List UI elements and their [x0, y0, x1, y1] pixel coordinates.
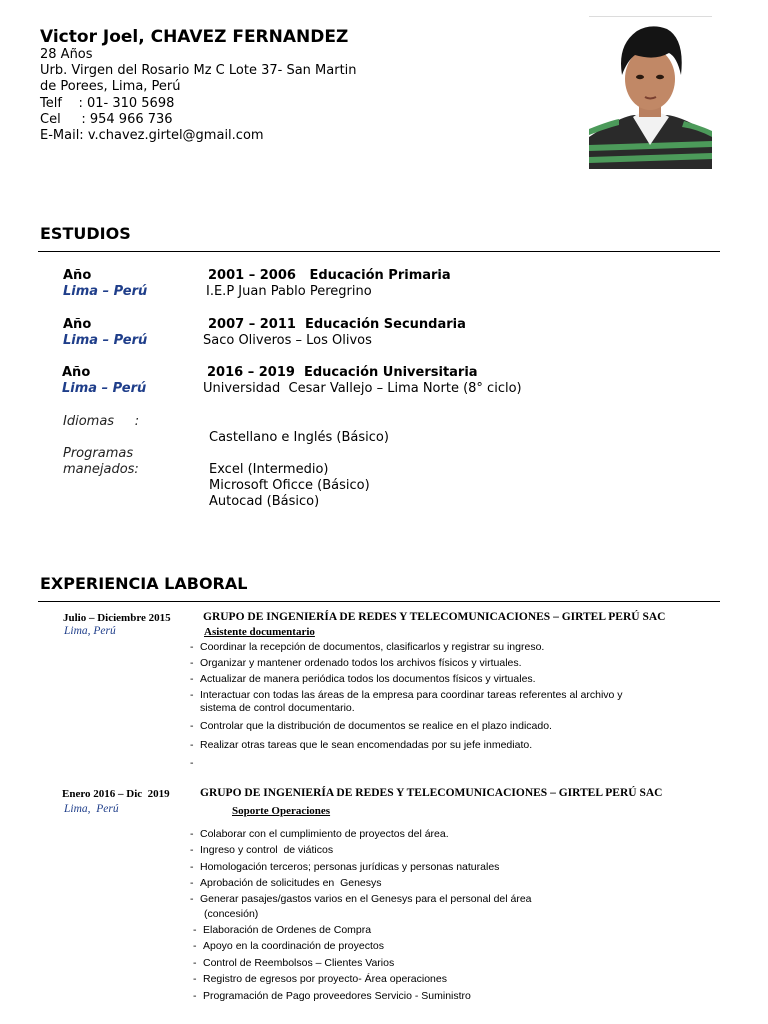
study-heading: [208, 317, 466, 332]
languages-label: Idiomas :: [63, 414, 140, 429]
studies-divider: [38, 251, 720, 252]
study-heading: [207, 365, 478, 380]
list-item: - Generar pasajes/gastos varios en el Genesys para el personal del área: [190, 893, 532, 905]
list-item: - Registro de egresos por proyecto- Área operaciones: [193, 973, 447, 985]
study-label: Año: [62, 365, 91, 380]
list-item: - Realizar otras tareas que le sean encomendadas por su jefe inmediato.: [190, 739, 533, 751]
programs-label-2: manejados:: [63, 462, 139, 477]
study-location: Lima – Perú: [63, 333, 148, 348]
list-item: - Controlar que la distribución de documentos se realice en el plazo indicado.: [190, 720, 552, 732]
person-photo-icon: [589, 16, 712, 169]
list-item: - Elaboración de Ordenes de Compra: [193, 924, 372, 936]
list-item: - Colaborar con el cumplimiento de proyectos del área.: [190, 828, 449, 840]
phone-text: Telf : 01- 310 5698: [40, 95, 175, 111]
study-level: Educación Universitaria: [303, 365, 478, 380]
study-institution: Universidad Cesar Vallejo – Lima Norte (8° ciclo): [203, 381, 522, 396]
contact-block: [40, 47, 357, 144]
list-item-continuation: sistema de control documentario.: [200, 702, 355, 714]
cell-text: Cel : 954 966 736: [40, 111, 173, 127]
program-item: Excel (Intermedio): [209, 462, 329, 477]
study-label: Año: [63, 268, 92, 283]
list-item: - Programación de Pago proveedores Servicio - Suministro: [193, 990, 471, 1002]
studies-title: ESTUDIOS: [40, 224, 131, 243]
list-item: - Apoyo en la coordinación de proyectos: [193, 940, 384, 952]
list-item: - Homologación terceros; personas jurídicas y personas naturales: [190, 861, 500, 873]
job-location: Lima, Perú: [64, 625, 116, 637]
job-company: GRUPO DE INGENIERÍA DE REDES Y TELECOMUNICACIONES – GIRTEL PERÚ SAC: [200, 787, 663, 799]
empty-list-item: -: [190, 757, 194, 769]
address-line-1: Urb. Virgen del Rosario Mz C Lote 37- San Martin: [40, 63, 357, 79]
candidate-name: Victor Joel, CHAVEZ FERNANDEZ: [40, 27, 349, 47]
age-text: 28 Años: [40, 47, 93, 62]
program-item: Microsoft Oficce (Básico): [209, 478, 370, 493]
program-item: Autocad (Básico): [209, 494, 320, 509]
study-location: Lima – Perú: [62, 381, 147, 396]
programs-label-1: Programas: [63, 446, 134, 461]
list-item: - Control de Reembolsos – Clientes Varios: [193, 957, 395, 969]
list-item: - Aprobación de solicitudes en Genesys: [190, 877, 382, 889]
list-item: - Ingreso y control de viáticos: [190, 844, 334, 856]
study-level: Educación Primaria: [309, 268, 451, 283]
list-item-continuation: (concesión): [204, 908, 259, 920]
study-period: 2016 – 2019: [207, 365, 295, 380]
study-location: Lima – Perú: [63, 284, 148, 299]
list-item: - Organizar y mantener ordenado todos los archivos físicos y virtuales.: [190, 657, 522, 669]
job-dates: Enero 2016 – Dic 2019: [62, 788, 170, 800]
experience-title: EXPERIENCIA LABORAL: [40, 574, 248, 593]
address-line-2: de Porees, Lima, Perú: [40, 79, 181, 95]
study-level: Educación Secundaria: [304, 317, 466, 332]
job-role: Asistente documentario: [204, 626, 315, 638]
list-item: - Coordinar la recepción de documentos, clasificarlos y registrar su ingreso.: [190, 641, 545, 653]
study-institution: I.E.P Juan Pablo Peregrino: [206, 284, 372, 299]
study-period: 2001 – 2006: [208, 268, 296, 283]
study-label: Año: [63, 317, 92, 332]
job-role: Soporte Operaciones: [232, 805, 331, 817]
experience-divider: [38, 601, 720, 602]
study-institution: Saco Oliveros – Los Olivos: [203, 333, 372, 348]
job-dates: Julio – Diciembre 2015: [63, 612, 171, 624]
job-location: Lima, Perú: [64, 803, 119, 815]
list-item: - Interactuar con todas las áreas de la empresa para coordinar tareas referentes al archivo y: [190, 689, 623, 701]
study-period: 2007 – 2011: [208, 317, 296, 332]
job-company: GRUPO DE INGENIERÍA DE REDES Y TELECOMUNICACIONES – GIRTEL PERÚ SAC: [203, 611, 666, 623]
languages-value: Castellano e Inglés (Básico): [209, 430, 389, 445]
study-heading: [208, 268, 451, 283]
list-item: - Actualizar de manera periódica todos los documentos físicos y virtuales.: [190, 673, 536, 685]
email-text: E-Mail: v.chavez.girtel@gmail.com: [40, 128, 264, 144]
